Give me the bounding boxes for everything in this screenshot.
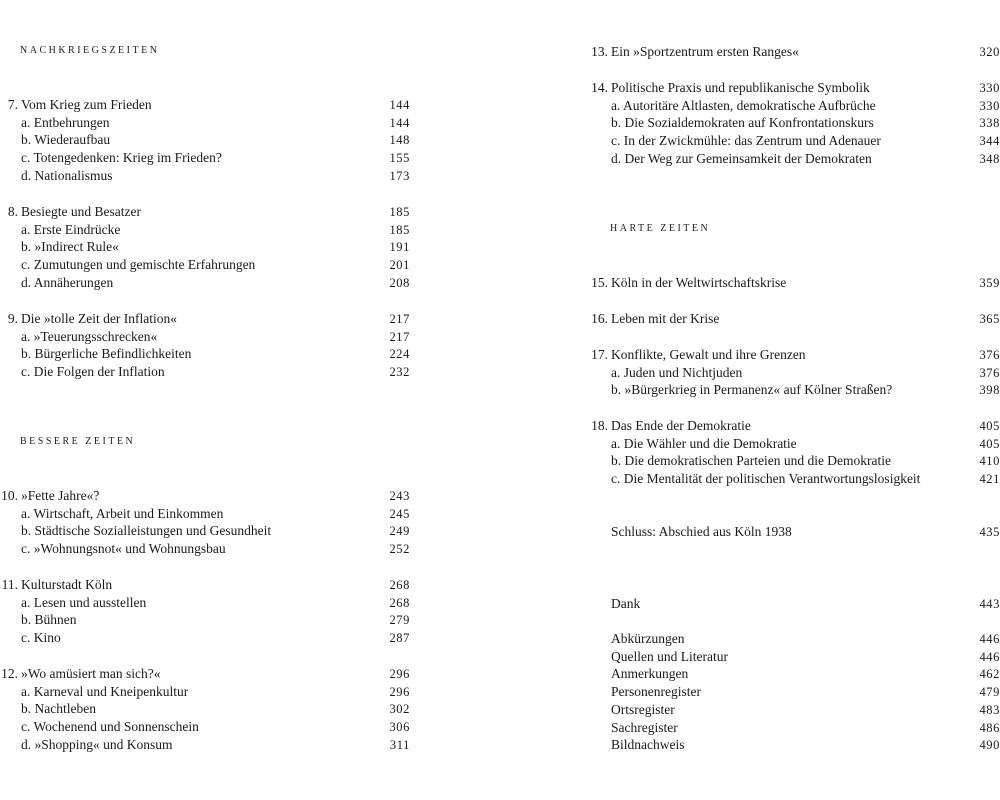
chapter-number: 10. xyxy=(1,488,18,503)
subsection-title: d. Annäherungen xyxy=(21,274,114,290)
section-title-bessere-zeiten: BESSERE ZEITEN xyxy=(20,436,136,447)
entry-title: Ortsregister xyxy=(611,701,675,717)
subsection-title: a. Die Wähler und die Demokratie xyxy=(611,435,797,451)
chapter-number: 12. xyxy=(1,666,18,681)
entry-title: Politische Praxis und republikanische Symbolik xyxy=(611,80,870,95)
subsection-title: a. Erste Eindrücke xyxy=(21,221,121,237)
toc-entry-schluss[interactable] xyxy=(585,523,1000,541)
entry-title: Die »tolle Zeit der Inflation« xyxy=(21,311,177,326)
page-number: 330 xyxy=(979,98,1000,113)
page-number: 201 xyxy=(389,258,410,273)
page-number: 486 xyxy=(979,720,1000,735)
entry-title: »Fette Jahre«? xyxy=(21,488,100,503)
page-number: 398 xyxy=(979,383,1000,398)
entry-title: Köln in der Weltwirtschaftskrise xyxy=(611,275,787,290)
subsection-title: a. Lesen und ausstellen xyxy=(21,594,147,610)
toc-chapter-ch16[interactable] xyxy=(585,310,1000,328)
entry-title: Sachregister xyxy=(611,719,678,735)
page-number: 446 xyxy=(979,649,1000,664)
subsection-title: c. Wochenend und Sonnenschein xyxy=(21,719,199,735)
section-title-nachkriegszeiten: NACHKRIEGSZEITEN xyxy=(20,45,160,56)
entry-title: Kulturstadt Köln xyxy=(21,577,113,592)
toc-chapter-ch15[interactable] xyxy=(585,274,1000,292)
toc-backmatter-entry[interactable] xyxy=(585,736,1000,754)
entry-title: Das Ende der Demokratie xyxy=(611,418,751,433)
page-number: 232 xyxy=(389,365,410,380)
subsection-title: d. Der Weg zur Gemeinsamkeit der Demokraten xyxy=(611,150,872,166)
entry-title: Dank xyxy=(611,596,641,611)
entry-title: Anmerkungen xyxy=(611,666,689,682)
toc-subsection[interactable] xyxy=(0,167,410,185)
toc-chapter-ch7[interactable] xyxy=(0,96,410,114)
section-title-harte-zeiten: HARTE ZEITEN xyxy=(610,223,711,234)
toc-subsection[interactable] xyxy=(585,470,1000,488)
page-number: 376 xyxy=(979,365,1000,380)
toc-subsection[interactable] xyxy=(0,522,410,540)
toc-chapter-ch11[interactable] xyxy=(0,576,410,594)
toc-subsection[interactable] xyxy=(585,435,1000,453)
subsection-title: c. Die Folgen der Inflation xyxy=(21,364,165,380)
entry-title: Abkürzungen xyxy=(611,631,685,646)
page-number: 376 xyxy=(979,348,1000,362)
page-number: 243 xyxy=(389,489,410,503)
toc-subsection[interactable] xyxy=(0,363,410,381)
page-number: 245 xyxy=(389,506,410,521)
page-number: 173 xyxy=(389,168,410,183)
page-number: 268 xyxy=(389,578,410,592)
entry-title: Konflikte, Gewalt und ihre Grenzen xyxy=(611,347,806,362)
page-number: 410 xyxy=(979,454,1000,469)
toc-subsection[interactable] xyxy=(585,364,1000,382)
subsection-title: d. Nationalismus xyxy=(21,167,113,183)
page-number: 320 xyxy=(979,45,1000,59)
toc-chapter-ch9[interactable] xyxy=(0,310,410,328)
toc-backmatter-entry[interactable] xyxy=(585,665,1000,683)
toc-chapter-ch13[interactable] xyxy=(585,43,1000,61)
toc-chapter-ch17[interactable] xyxy=(585,346,1000,364)
subsection-title: b. Die Sozialdemokraten auf Konfrontationskurs xyxy=(611,115,874,131)
toc-backmatter-entry[interactable] xyxy=(585,630,1000,648)
entry-title: Leben mit der Krise xyxy=(611,311,720,326)
toc-subsection[interactable] xyxy=(0,274,410,292)
page-number: 421 xyxy=(979,472,1000,487)
subsection-title: a. Wirtschaft, Arbeit und Einkommen xyxy=(21,505,224,521)
page-number: 405 xyxy=(979,436,1000,451)
page-number: 446 xyxy=(979,632,1000,646)
page-number: 365 xyxy=(979,312,1000,326)
subsection-title: b. »Indirect Rule« xyxy=(21,239,119,255)
page-number: 217 xyxy=(389,312,410,326)
page-number: 296 xyxy=(389,667,410,681)
toc-subsection[interactable] xyxy=(0,131,410,149)
entry-title: Ein »Sportzentrum ersten Ranges« xyxy=(611,44,799,59)
page-number: 359 xyxy=(979,276,1000,290)
page-number: 224 xyxy=(389,347,410,362)
page-number: 348 xyxy=(979,151,1000,166)
subsection-title: b. Die demokratischen Parteien und die Demokratie xyxy=(611,453,892,469)
entry-title: »Wo amüsiert man sich?« xyxy=(21,666,161,681)
page-number: 338 xyxy=(979,116,1000,131)
toc-subsection[interactable] xyxy=(0,718,410,736)
page-number: 306 xyxy=(389,720,410,735)
subsection-title: d. »Shopping« und Konsum xyxy=(21,736,173,752)
subsection-title: a. Karneval und Kneipenkultur xyxy=(21,683,189,699)
page-number: 311 xyxy=(389,737,410,752)
chapter-number: 7. xyxy=(7,97,18,112)
subsection-title: c. »Wohnungsnot« und Wohnungsbau xyxy=(21,541,226,557)
toc-subsection[interactable] xyxy=(585,114,1000,132)
subsection-title: b. »Bürgerkrieg in Permanenz« auf Kölner Straßen? xyxy=(611,382,893,398)
subsection-title: c. Totengedenken: Krieg im Frieden? xyxy=(21,150,222,166)
toc-backmatter-entry[interactable] xyxy=(585,719,1000,737)
subsection-title: a. Autoritäre Altlasten, demokratische Aufbrüche xyxy=(611,97,876,113)
chapter-number: 13. xyxy=(591,44,608,59)
toc-backmatter-entry[interactable] xyxy=(585,701,1000,719)
page-number: 435 xyxy=(979,525,1000,539)
toc-subsection[interactable] xyxy=(0,149,410,167)
entry-title: Schluss: Abschied aus Köln 1938 xyxy=(611,524,792,539)
page-number: 144 xyxy=(389,115,410,130)
subsection-title: c. Zumutungen und gemischte Erfahrungen xyxy=(21,257,256,273)
toc-subsection[interactable] xyxy=(585,150,1000,168)
page-number: 302 xyxy=(389,702,410,717)
toc-backmatter-entry[interactable] xyxy=(585,683,1000,701)
chapter-number: 16. xyxy=(591,311,608,326)
subsection-title: b. Nachtleben xyxy=(21,701,96,717)
toc-chapter-ch14[interactable] xyxy=(585,79,1000,97)
toc-subsection[interactable] xyxy=(0,328,410,346)
page-number: 155 xyxy=(389,151,410,166)
subsection-title: b. Bühnen xyxy=(21,612,77,628)
subsection-title: b. Bürgerliche Befindlichkeiten xyxy=(21,346,192,362)
toc-subsection[interactable] xyxy=(0,540,410,558)
chapter-number: 8. xyxy=(7,204,18,219)
toc-subsection[interactable] xyxy=(0,505,410,523)
subsection-title: a. Juden und Nichtjuden xyxy=(611,364,743,380)
page-number: 479 xyxy=(979,685,1000,700)
page-number: 490 xyxy=(979,738,1000,753)
subsection-title: a. Entbehrungen xyxy=(21,114,110,130)
toc-subsection[interactable] xyxy=(0,736,410,754)
page-number: 249 xyxy=(389,524,410,539)
page-number: 443 xyxy=(979,597,1000,611)
subsection-title: a. »Teuerungsschrecken« xyxy=(21,328,158,344)
page-number: 208 xyxy=(389,275,410,290)
page-number: 296 xyxy=(389,684,410,699)
toc-entry-dank[interactable] xyxy=(585,595,1000,613)
chapter-number: 17. xyxy=(591,347,608,362)
chapter-number: 9. xyxy=(7,311,18,326)
entry-title: Besiegte und Besatzer xyxy=(21,204,141,219)
subsection-title: b. Städtische Sozialleistungen und Gesundheit xyxy=(21,523,272,539)
page-number: 268 xyxy=(389,595,410,610)
toc-subsection[interactable] xyxy=(0,683,410,701)
toc-subsection[interactable] xyxy=(0,594,410,612)
toc-subsection[interactable] xyxy=(0,238,410,256)
page-number: 144 xyxy=(389,98,410,112)
subsection-title: c. Die Mentalität der politischen Verantwortungslosigkeit xyxy=(611,471,921,487)
subsection-title: c. In der Zwickmühle: das Zentrum und Adenauer xyxy=(611,133,881,149)
toc-chapter-ch12[interactable] xyxy=(0,665,410,683)
entry-title: Bildnachweis xyxy=(611,737,685,753)
toc-subsection[interactable] xyxy=(0,611,410,629)
page-number: 185 xyxy=(389,205,410,219)
page-number: 191 xyxy=(389,240,410,255)
toc-subsection[interactable] xyxy=(585,97,1000,115)
subsection-title: b. Wiederaufbau xyxy=(21,132,111,148)
page-number: 344 xyxy=(979,134,1000,149)
toc-backmatter-entry[interactable] xyxy=(585,648,1000,666)
entry-title: Vom Krieg zum Frieden xyxy=(21,97,152,112)
toc-chapter-ch18[interactable] xyxy=(585,417,1000,435)
page-number: 405 xyxy=(979,419,1000,433)
toc-subsection[interactable] xyxy=(0,256,410,274)
toc-subsection[interactable] xyxy=(585,452,1000,470)
entry-title: Quellen und Literatur xyxy=(611,648,728,664)
page-number: 279 xyxy=(389,613,410,628)
toc-subsection[interactable] xyxy=(0,345,410,363)
toc-chapter-ch8[interactable] xyxy=(0,203,410,221)
page-number: 217 xyxy=(389,329,410,344)
page-number: 148 xyxy=(389,133,410,148)
page-number: 483 xyxy=(979,702,1000,717)
toc-subsection[interactable] xyxy=(0,221,410,239)
toc-subsection[interactable] xyxy=(0,114,410,132)
toc-chapter-ch10[interactable] xyxy=(0,487,410,505)
page-number: 185 xyxy=(389,222,410,237)
chapter-number: 15. xyxy=(591,275,608,290)
toc-subsection[interactable] xyxy=(585,132,1000,150)
chapter-number: 11. xyxy=(1,577,18,592)
entry-title: Personenregister xyxy=(611,684,701,700)
subsection-title: c. Kino xyxy=(21,630,61,646)
page-number: 287 xyxy=(389,631,410,646)
chapter-number: 14. xyxy=(591,80,608,95)
page-number: 330 xyxy=(979,81,1000,95)
toc-subsection[interactable] xyxy=(585,381,1000,399)
toc-subsection[interactable] xyxy=(0,629,410,647)
page-number: 252 xyxy=(389,542,410,557)
page-number: 462 xyxy=(979,667,1000,682)
toc-subsection[interactable] xyxy=(0,700,410,718)
chapter-number: 18. xyxy=(591,418,608,433)
